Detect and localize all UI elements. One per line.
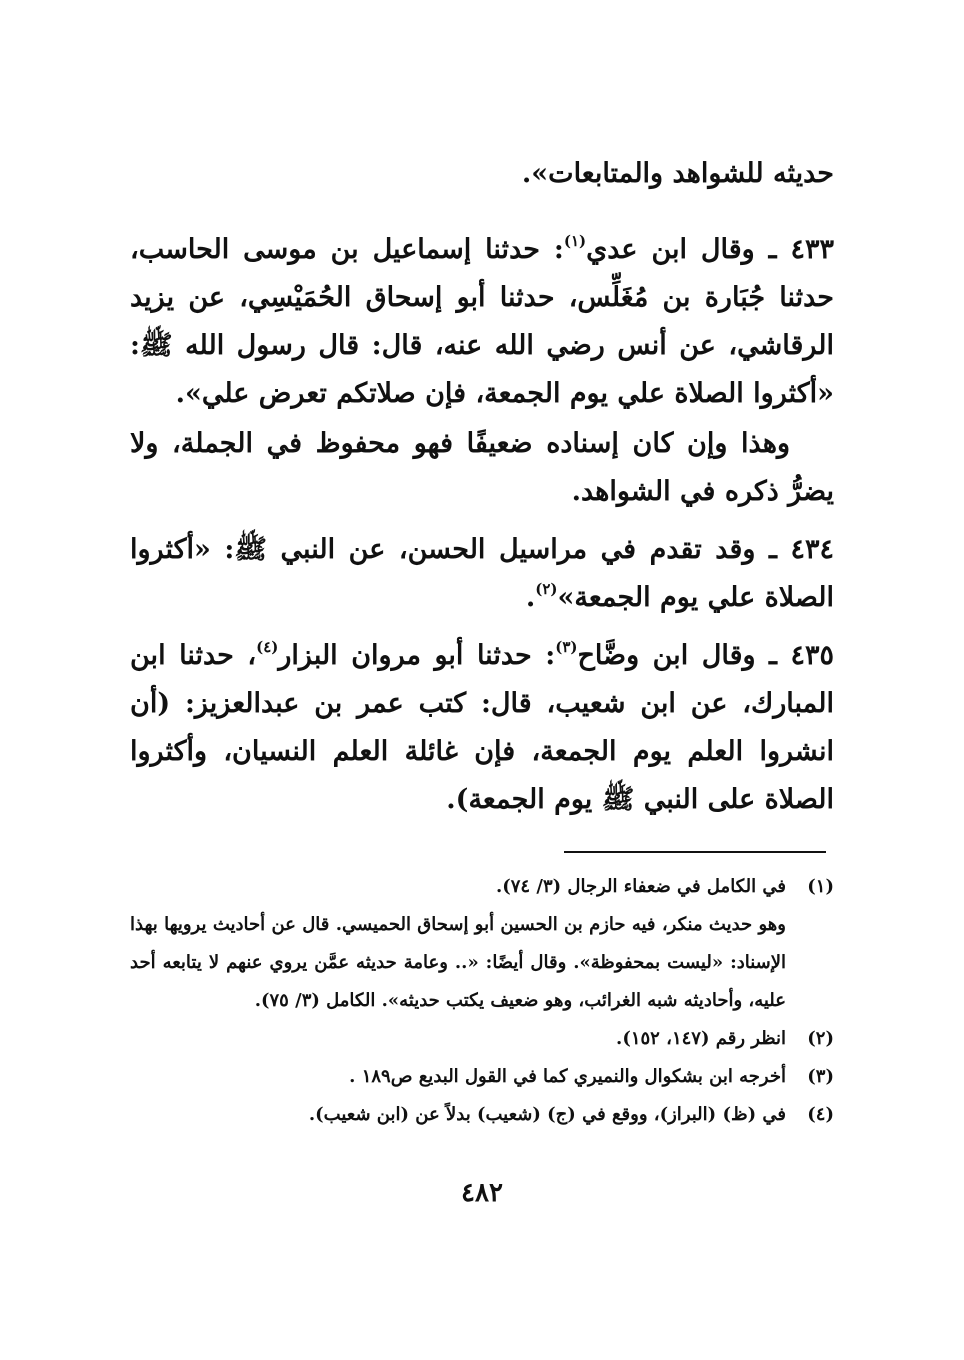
footnote-ref-4[interactable]: (٤) [256, 638, 279, 656]
hadith-435-text: ، حدثنا ابن المبارك، عن ابن شعيب، قال: كتب عمر بن عبدالعزيز: (أن انشروا العلم يوم الجمعة، فإن غائلة العلم النسيان، وأكثروا الصلاة على النبي ﷺ يوم الجمعة). [130, 640, 834, 815]
hadith-433-paragraph [130, 226, 834, 418]
footnote-separator [564, 851, 826, 853]
footnote-1 [130, 868, 834, 906]
hadith-433-text: : حدثنا إسماعيل بن موسى الحاسب، حدثنا جُبَارة بن مُغَلِّس، حدثنا أبو إسحاق الحُمَيْسِي، عن يزيد الرقاشي، عن أنس رضي الله عنه، قال: قال رسول الله ﷺ: «أكثروا الصلاة علي يوم الجمعة، فإن صلاتكم تعرض علي». [130, 234, 835, 409]
hadith-434-number: ٤٣٤ [790, 534, 835, 565]
footnote-ref-3[interactable]: (٣) [555, 638, 578, 656]
hadith-434-text: ـ وقد تقدم في مراسيل الحسن، عن النبي ﷺ: «أكثروا الصلاة علي يوم الجمعة» [130, 534, 834, 613]
footnote-3 [130, 1058, 834, 1096]
intro-text: حديثه للشواهد والمتابعات». [521, 158, 834, 189]
hadith-433 [130, 226, 834, 418]
footnote-3-text: أخرجه ابن بشكوال والنميري كما في القول البديع ص١٨٩ . [349, 1066, 786, 1087]
page-number: ٤٨٢ [461, 1178, 503, 1208]
footnote-2-text: انظر رقم (١٤٧، ١٥٢). [616, 1028, 786, 1049]
hadith-434-end: . [525, 582, 536, 613]
footnote-1-number: (١) [807, 876, 834, 897]
footnote-1-continuation: وهو حديث منكر، فيه حازم بن الحسين أبو إسحاق الحميسي. قال عن أحاديث يرويها بهذا الإسناد: «ليست بمحفوظة». وقال أيضًا: «.. وعامة حديثه عمَّن يروي عنهم لا يتابعه أحد عليه، وأحاديثه شبه الغرائب، وهو ضعيف يكتب حديثه». الكامل (٣/ ٧٥). [130, 914, 786, 1011]
hadith-435-number: ٤٣٥ [790, 640, 834, 671]
hadith-433-number: ٤٣٣ [790, 234, 834, 265]
footnote-1-text: في الكامل في ضعفاء الرجال (٣/ ٧٤). [495, 876, 786, 897]
footnote-2 [130, 1020, 834, 1058]
footnote-4-text: في (ظ) (البراز)، ووقع في (ج) (شعيب) بدلاً عن (ابن شعيب). [308, 1104, 786, 1125]
hadith-435-mid: : حدثنا أبو مروان البزار [278, 640, 556, 671]
footnote-ref-1[interactable]: (١) [563, 232, 587, 250]
footnote-4 [130, 1096, 834, 1134]
footnote-3-number: (٣) [807, 1066, 834, 1087]
comment-text: وهذا وإن كان إسناده ضعيفًا فهو محفوظ في الجملة، ولا يضرُّ ذكره في الشواهد. [130, 428, 834, 507]
intro-line [130, 150, 834, 198]
hadith-435-lead: ـ وقال ابن وضَّاح [577, 640, 777, 671]
footnotes [130, 868, 834, 1134]
hadith-433-lead: ـ وقال ابن عدي [586, 234, 777, 265]
hadith-433-comment [130, 420, 834, 516]
hadith-434-paragraph [130, 526, 834, 622]
hadith-435-paragraph [130, 632, 834, 824]
hadith-435 [130, 632, 834, 824]
footnote-ref-2[interactable]: (٢) [535, 580, 558, 598]
footnote-2-number: (٢) [807, 1028, 834, 1049]
footnote-4-number: (٤) [807, 1104, 834, 1125]
hadith-434 [130, 526, 834, 622]
